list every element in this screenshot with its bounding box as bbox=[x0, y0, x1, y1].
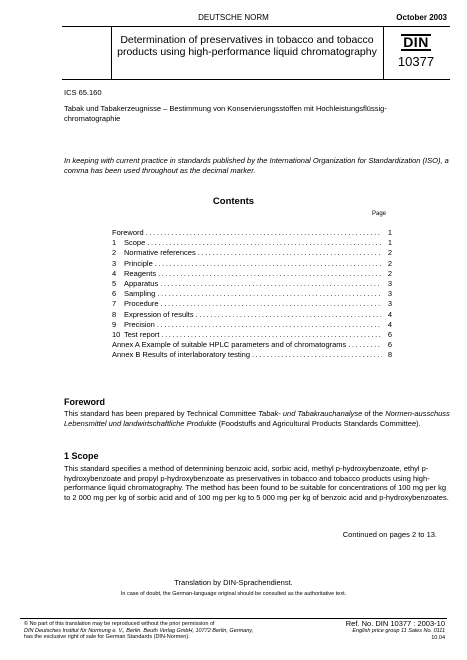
toc-entry-number: 3 bbox=[112, 258, 117, 268]
decimal-marker-note: In keeping with current practice in standards published by the International Organization for Standardization (ISO), a comma has been used throughout as the decimal marker. bbox=[64, 156, 449, 175]
toc-leader-dots bbox=[155, 259, 382, 269]
toc-entry bbox=[112, 259, 392, 269]
ics-code: ICS 65.160 bbox=[64, 88, 102, 97]
contents-page-label: Page bbox=[372, 211, 387, 217]
toc-entry-title: Precision bbox=[124, 319, 155, 329]
toc-entry-number: 4 bbox=[112, 268, 117, 278]
copyright-line-3: has the exclusive right of sale for German Standards (DIN-Normen). bbox=[24, 634, 190, 641]
toc-entry-page: 6 bbox=[387, 329, 392, 339]
toc-entry bbox=[112, 238, 392, 248]
toc-entry-title: Scope bbox=[124, 238, 146, 248]
standards-committee-name: Normen-ausschuss Lebensmittel und landwirtschaftliche Produkte bbox=[64, 409, 450, 428]
toc-entry-title: Annex A Example of suitable HPLC parameters and of chromatograms bbox=[112, 340, 347, 350]
toc-entry-number: 7 bbox=[112, 299, 117, 309]
toc-entry-title: Procedure bbox=[124, 299, 159, 309]
toc-entry bbox=[112, 340, 392, 350]
toc-entry bbox=[112, 228, 392, 238]
toc-entry-title: Reagents bbox=[124, 268, 157, 278]
toc-leader-dots bbox=[161, 330, 382, 340]
toc-leader-dots bbox=[161, 299, 382, 309]
toc-entry-number: 8 bbox=[112, 309, 117, 319]
toc-entry-title: Normative references bbox=[124, 248, 196, 258]
toc-entry bbox=[112, 330, 392, 340]
toc-leader-dots bbox=[160, 279, 382, 289]
toc-leader-dots bbox=[157, 289, 382, 299]
toc-leader-dots bbox=[252, 350, 382, 360]
toc-leader-dots bbox=[158, 269, 382, 279]
toc-leader-dots bbox=[348, 340, 382, 350]
reference-block bbox=[346, 620, 445, 643]
toc-leader-dots bbox=[196, 310, 382, 320]
scope-text: This standard specifies a method of determining benzoic acid, sorbic acid, methyl p-hydroxybenzoate, ethyl p-hydroxybenzoate and propyl p-hydroxybenzoate as preservatives in tobacco and tobacco products using high-performance liquid chromatography. The method has been found to be suitable for concentrations of 100 mg per kg to 2 000 mg per kg of sorbic acid and of 100 mg per kg to 5 000 mg per kg of benzoic acid and p-hydroxybenzoates. bbox=[64, 464, 449, 502]
standard-type-label: DEUTSCHE NORM bbox=[198, 13, 269, 22]
toc-entry-title: Foreword bbox=[112, 228, 144, 237]
toc-entry-title: Apparatus bbox=[124, 278, 159, 288]
toc-entry bbox=[112, 289, 392, 299]
toc-entry bbox=[112, 350, 392, 360]
toc-entry-page: 1 bbox=[387, 238, 392, 248]
din-logo-text: DIN bbox=[403, 34, 429, 50]
header-divider-right bbox=[383, 27, 384, 79]
foreword-text bbox=[64, 409, 450, 428]
toc-entry-page: 2 bbox=[387, 248, 392, 258]
toc-entry-title: Annex B Results of interlaboratory testing bbox=[112, 350, 250, 360]
toc-entry-number: 9 bbox=[112, 319, 117, 329]
toc-entry-page: 4 bbox=[387, 309, 392, 319]
foreword-text-pre: This standard has been prepared by Technical Committee bbox=[64, 409, 259, 418]
toc-entry-title: Test report bbox=[124, 329, 160, 339]
document-title: Determination of preservatives in tobacco and tobacco products using high-performance liquid chromatography bbox=[117, 34, 377, 58]
standard-number: 10377 bbox=[397, 54, 435, 69]
toc-leader-dots bbox=[147, 238, 382, 248]
toc-entry-page: 2 bbox=[387, 258, 392, 268]
toc-entry bbox=[112, 310, 392, 320]
header-divider-left bbox=[111, 27, 112, 79]
edition-code: 10.04 bbox=[431, 635, 445, 642]
price-group: English price group 11 Sales No. 0111 bbox=[352, 627, 445, 634]
toc-leader-dots bbox=[157, 320, 382, 330]
committee-name: Tabak- und Tabakrauchanalyse bbox=[258, 409, 363, 418]
german-title: Tabak und Tabakerzeugnisse – Bestimmung von Konservierungsstoffen mit Hochleistungsflüssig-chromatographie bbox=[64, 104, 387, 123]
toc-entry-page: 3 bbox=[387, 299, 392, 309]
copyright-line-2: DIN Deutsches Institut für Normung e. V., Berlin. Beuth Verlag GmbH, 10772 Berlin, Germany, bbox=[24, 627, 254, 634]
toc-entry bbox=[112, 279, 392, 289]
copyright-notice bbox=[24, 621, 324, 641]
toc-entry-number: 2 bbox=[112, 248, 117, 258]
toc-entry-page: 4 bbox=[387, 319, 392, 329]
foreword-text-post: (Foodstuffs and Agricultural Products Standards Committee). bbox=[216, 418, 421, 428]
header-bottom-rule bbox=[62, 79, 450, 80]
table-of-contents bbox=[112, 228, 392, 360]
toc-entry-number: 5 bbox=[112, 278, 117, 288]
toc-entry-number: 1 bbox=[112, 238, 117, 248]
continued-note: Continued on pages 2 to 13. bbox=[342, 530, 437, 539]
translation-credit: Translation by DIN-Sprachendienst. bbox=[174, 578, 293, 587]
reference-number: Ref. No. DIN 10377 : 2003-10 bbox=[345, 619, 445, 628]
authoritative-text-note: In case of doubt, the German-language original should be consulted as the authoritative text. bbox=[120, 591, 347, 597]
toc-entry-page: 8 bbox=[387, 350, 392, 360]
toc-entry-page: 3 bbox=[387, 278, 392, 288]
scope-heading: 1 Scope bbox=[64, 451, 99, 461]
header-top-rule bbox=[62, 26, 450, 27]
toc-leader-dots bbox=[198, 248, 382, 258]
contents-heading: Contents bbox=[212, 196, 255, 207]
publication-date: October 2003 bbox=[396, 13, 447, 22]
foreword-heading: Foreword bbox=[64, 397, 106, 407]
toc-entry-title: Principle bbox=[124, 258, 153, 268]
toc-entry-number: 6 bbox=[112, 289, 117, 299]
toc-entry bbox=[112, 299, 392, 309]
toc-entry-page: 6 bbox=[387, 340, 392, 350]
toc-entry-page: 3 bbox=[387, 289, 392, 299]
foreword-text-mid: of the bbox=[362, 409, 386, 418]
toc-leader-dots bbox=[146, 228, 382, 238]
toc-entry-page: 2 bbox=[387, 268, 392, 278]
toc-entry-number: 10 bbox=[112, 329, 121, 339]
toc-entry-title: Sampling bbox=[124, 289, 156, 299]
toc-entry bbox=[112, 248, 392, 258]
toc-entry-page: 1 bbox=[387, 228, 392, 237]
toc-entry-title: Expression of results bbox=[124, 309, 194, 319]
copyright-line-1: © No part of this translation may be reproduced without the prior permission of bbox=[24, 621, 215, 627]
toc-entry bbox=[112, 320, 392, 330]
din-logo bbox=[390, 34, 442, 69]
toc-entry bbox=[112, 269, 392, 279]
